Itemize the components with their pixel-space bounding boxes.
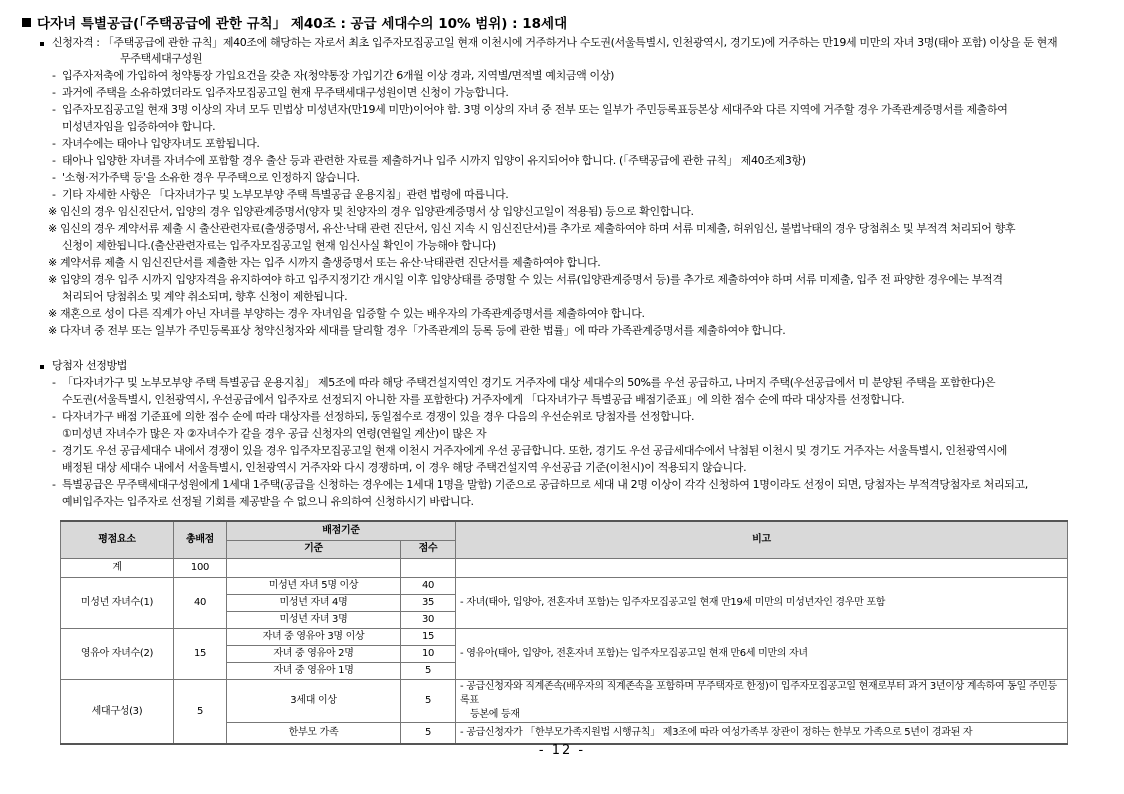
score-cell: 15 <box>401 629 456 646</box>
criteria-cell: 미성년 자녀 3명 <box>227 612 401 629</box>
selection-line: 경기도 우선 공급세대수 내에서 경쟁이 있을 경우 입주자모집공고일 현재 이천시 거주자에게 우선 공급합니다. 또한, 경기도 우선 공급세대수에서 낙첨된 이천시 및 경기도 거주자는 서울특별시, 인천광역시에 <box>62 444 1007 457</box>
score-cell: 5 <box>401 663 456 680</box>
infants-label: 영유아 자녀수(2) <box>61 629 174 680</box>
qualification-note: ※ 입양의 경우 입주 시까지 입양자격을 유지하여야 하고 입주지정기간 개시일 이후 입양상태를 증명할 수 있는 서류(입양관계증명서 등)를 추가로 제출하여야 하며 서류 미제출, 입주 전 파양한 경우에는 부적격 <box>48 273 1003 286</box>
criteria-cell: 3세대 이상 <box>227 680 401 723</box>
infants-remark: - 영유아(태아, 입양아, 전혼자녀 포함)는 입주자모집공고일 현재 만6세 미만의 자녀 <box>456 629 1068 680</box>
qualification-note: 신청이 제한됩니다.(출산관련자료는 입주자모집공고일 현재 임신사실 확인이 가능해야 합니다) <box>62 239 496 252</box>
qualification-note: 처리되어 당첨취소 및 계약 취소되며, 향후 신청이 제한됩니다. <box>62 290 348 303</box>
dash-marker: - <box>52 478 56 491</box>
table-row <box>61 578 1068 595</box>
score-cell: 5 <box>401 680 456 723</box>
qualification-line: 무주택세대구성원 <box>120 52 203 65</box>
empty-cell <box>456 559 1068 578</box>
minors-label: 미성년 자녀수(1) <box>61 578 174 629</box>
qualification-line: 신청자격 : 「주택공급에 관한 규칙」제40조에 해당하는 자로서 최초 입주자모집공고일 현재 이천시에 거주하거나 수도권(서울특별시, 인천광역시, 경기도)에 거주하는 만19세 미만의 자녀 3명(태아 포함) 이상을 둔 현재 <box>52 36 1058 49</box>
dash-marker: - <box>52 86 56 99</box>
header-total: 총배점 <box>174 521 227 559</box>
infants-total: 15 <box>174 629 227 680</box>
score-cell: 35 <box>401 595 456 612</box>
sum-total: 100 <box>174 559 227 578</box>
table-row <box>61 680 1068 723</box>
dash-marker: - <box>52 410 56 423</box>
remark-line: 등본에 등재 <box>470 709 520 720</box>
dash-marker: - <box>52 444 56 457</box>
dash-marker: - <box>52 154 56 167</box>
criteria-cell: 자녀 중 영유아 3명 이상 <box>227 629 401 646</box>
minors-total: 40 <box>174 578 227 629</box>
header-remark: 비고 <box>456 521 1068 559</box>
section-title-text: 다자녀 특별공급(「주택공급에 관한 규칙」 제40조 : 공급 세대수의 10% 범위) : 18세대 <box>37 16 568 32</box>
qualification-note: ※ 임신의 경우 임신진단서, 입양의 경우 입양관계증명서(양자 및 친양자의 경우 입양관계증명서 상 입양신고일이 적용됨) 등으로 확인합니다. <box>48 205 694 218</box>
criteria-cell: 자녀 중 영유아 1명 <box>227 663 401 680</box>
dash-marker: - <box>52 171 56 184</box>
header-element: 평점요소 <box>61 521 174 559</box>
selection-line: 특별공급은 무주택세대구성원에게 1세대 1주택(공급을 신청하는 경우에는 1세대 1명을 말함) 기준으로 공급하므로 세대 내 2명 이상이 각각 신청하여 1명이라도 선정이 되면, 당첨자는 부적격당첨자로 처리되고, <box>62 478 1028 491</box>
qualification-item: 입주자모집공고일 현재 3명 이상의 자녀 모두 민법상 미성년자(만19세 미만)이어야 함. 3명 이상의 자녀 중 전부 또는 일부가 주민등록표등본상 세대주와 다른 지역에 거주할 경우 가족관계증명서를 제출하여 <box>62 103 1008 116</box>
dash-marker: - <box>52 103 56 116</box>
table-row <box>61 559 1068 578</box>
score-cell: 10 <box>401 646 456 663</box>
sum-label: 계 <box>61 559 174 578</box>
empty-cell <box>227 559 401 578</box>
selection-heading: 당첨자 선정방법 <box>52 359 128 372</box>
minors-remark: - 자녀(태아, 입양아, 전혼자녀 포함)는 입주자모집공고일 현재 만19세 미만의 미성년자인 경우만 포함 <box>456 578 1068 629</box>
dash-marker: - <box>52 376 56 389</box>
criteria-cell: 미성년 자녀 4명 <box>227 595 401 612</box>
qualification-item: 입주자저축에 가입하여 청약통장 가입요건을 갖춘 자(청약통장 가입기간 6개월 이상 경과, 지역별/면적별 예치금액 이상) <box>62 69 615 82</box>
table-row <box>61 629 1068 646</box>
selection-line: 예비입주자는 입주자로 선정될 기회를 제공받을 수 없으니 유의하여 신청하시기 바랍니다. <box>62 495 474 508</box>
bullet-icon <box>40 365 44 369</box>
qualification-item: 과거에 주택을 소유하였더라도 입주자모집공고일 현재 무주택세대구성원이면 신청이 가능합니다. <box>62 86 509 99</box>
header-criteria-group: 배점기준 <box>227 521 456 540</box>
criteria-cell: 한부모 가족 <box>227 723 401 745</box>
criteria-cell: 미성년 자녀 5명 이상 <box>227 578 401 595</box>
dash-marker: - <box>52 137 56 150</box>
household-total: 5 <box>174 680 227 745</box>
qualification-item: 기타 자세한 사항은 「다자녀가구 및 노부모부양 주택 특별공급 운용지침」관련 법령에 따릅니다. <box>62 188 509 201</box>
selection-line: 「다자녀가구 및 노부모부양 주택 특별공급 운용지침」 제5조에 따라 해당 주택건설지역인 경기도 거주자에 대상 세대수의 50%를 우선 공급하고, 나머지 주택(우선공급에서 미 분양된 주택을 포함한다)은 <box>62 376 996 389</box>
page-number: - 12 - <box>538 743 586 758</box>
empty-cell <box>401 559 456 578</box>
dash-marker: - <box>52 188 56 201</box>
household-remark <box>456 680 1068 723</box>
remark-line: - 공급신청자와 직계존속(배우자의 직계존속을 포함하며 무주택자로 한정)이 입주자모집공고일 현재로부터 과거 3년이상 계속하여 동일 주민등록표 <box>460 681 1057 706</box>
qualification-note: ※ 다자녀 중 전부 또는 일부가 주민등록표상 청약신청자와 세대를 달리할 경우「가족관계의 등록 등에 관한 법률」에 따라 가족관계증명서를 제출하여야 합니다. <box>48 324 786 337</box>
qualification-item: 미성년자임을 입증하여야 합니다. <box>62 120 216 133</box>
selection-line: ①미성년 자녀수가 많은 자 ②자녀수가 같을 경우 공급 신청자의 연령(연월일 계산)이 많은 자 <box>62 427 487 440</box>
selection-line: 배정된 대상 세대수 내에서 서울특별시, 인천광역시 거주자와 다시 경쟁하며, 이 경우 해당 주택건설지역 우선공급 기준(이천시)이 적용되지 않습니다. <box>62 461 747 474</box>
criteria-cell: 자녀 중 영유아 2명 <box>227 646 401 663</box>
qualification-note: ※ 재혼으로 성이 다른 직계가 아닌 자녀를 부양하는 경우 자녀임을 입증할 수 있는 배우자의 가족관계증명서를 제출하여야 합니다. <box>48 307 645 320</box>
score-cell: 40 <box>401 578 456 595</box>
score-cell: 30 <box>401 612 456 629</box>
qualification-item: '소형·저가주택 등'을 소유한 경우 무주택으로 인정하지 않습니다. <box>62 171 360 184</box>
selection-line: 다자녀가구 배점 기준표에 의한 점수 순에 따라 대상자를 선정하되, 동일점수로 경쟁이 있을 경우 다음의 우선순위로 당첨자를 선정합니다. <box>62 410 695 423</box>
qualification-item: 태아나 입양한 자녀를 자녀수에 포함할 경우 출산 등과 관련한 자료를 제출하거나 입주 시까지 입양이 유지되어야 합니다. (「주택공급에 관한 규칙」 제40조제3항) <box>62 154 806 167</box>
score-cell: 5 <box>401 723 456 745</box>
header-criteria: 기준 <box>227 540 401 558</box>
dash-marker: - <box>52 69 56 82</box>
qualification-item: 자녀수에는 태아나 입양자녀도 포함됩니다. <box>62 137 260 150</box>
section-title <box>22 12 567 32</box>
scoring-table <box>60 520 1068 745</box>
qualification-note: ※ 임신의 경우 계약서류 제출 시 출산관련자료(출생증명서, 유산·낙태 관련 진단서, 임신 지속 시 임신진단서)를 추가로 제출하여야 하며 서류 미제출, 허위임신, 불법낙태의 경우 당첨취소 및 부적격 처리되어 향후 <box>48 222 1016 235</box>
square-bullet-icon <box>22 18 31 27</box>
header-score: 점수 <box>401 540 456 558</box>
single-parent-remark: - 공급신청자가 「한부모가족지원법 시행규칙」 제3조에 따라 여성가족부 장관이 정하는 한부모 가족으로 5년이 경과된 자 <box>456 723 1068 745</box>
bullet-icon <box>40 42 44 46</box>
selection-line: 수도권(서울특별시, 인천광역시, 우선공급에서 입주자로 선정되지 아니한 자를 포함한다) 거주자에게 「다자녀가구 특별공급 배점기준표」에 의한 점수 순에 따라 대상자를 선정합니다. <box>62 393 905 406</box>
household-label: 세대구성(3) <box>61 680 174 745</box>
qualification-note: ※ 계약서류 제출 시 임신진단서를 제출한 자는 입주 시까지 출생증명서 또는 유산·낙태관련 진단서를 제출하여야 합니다. <box>48 256 601 269</box>
